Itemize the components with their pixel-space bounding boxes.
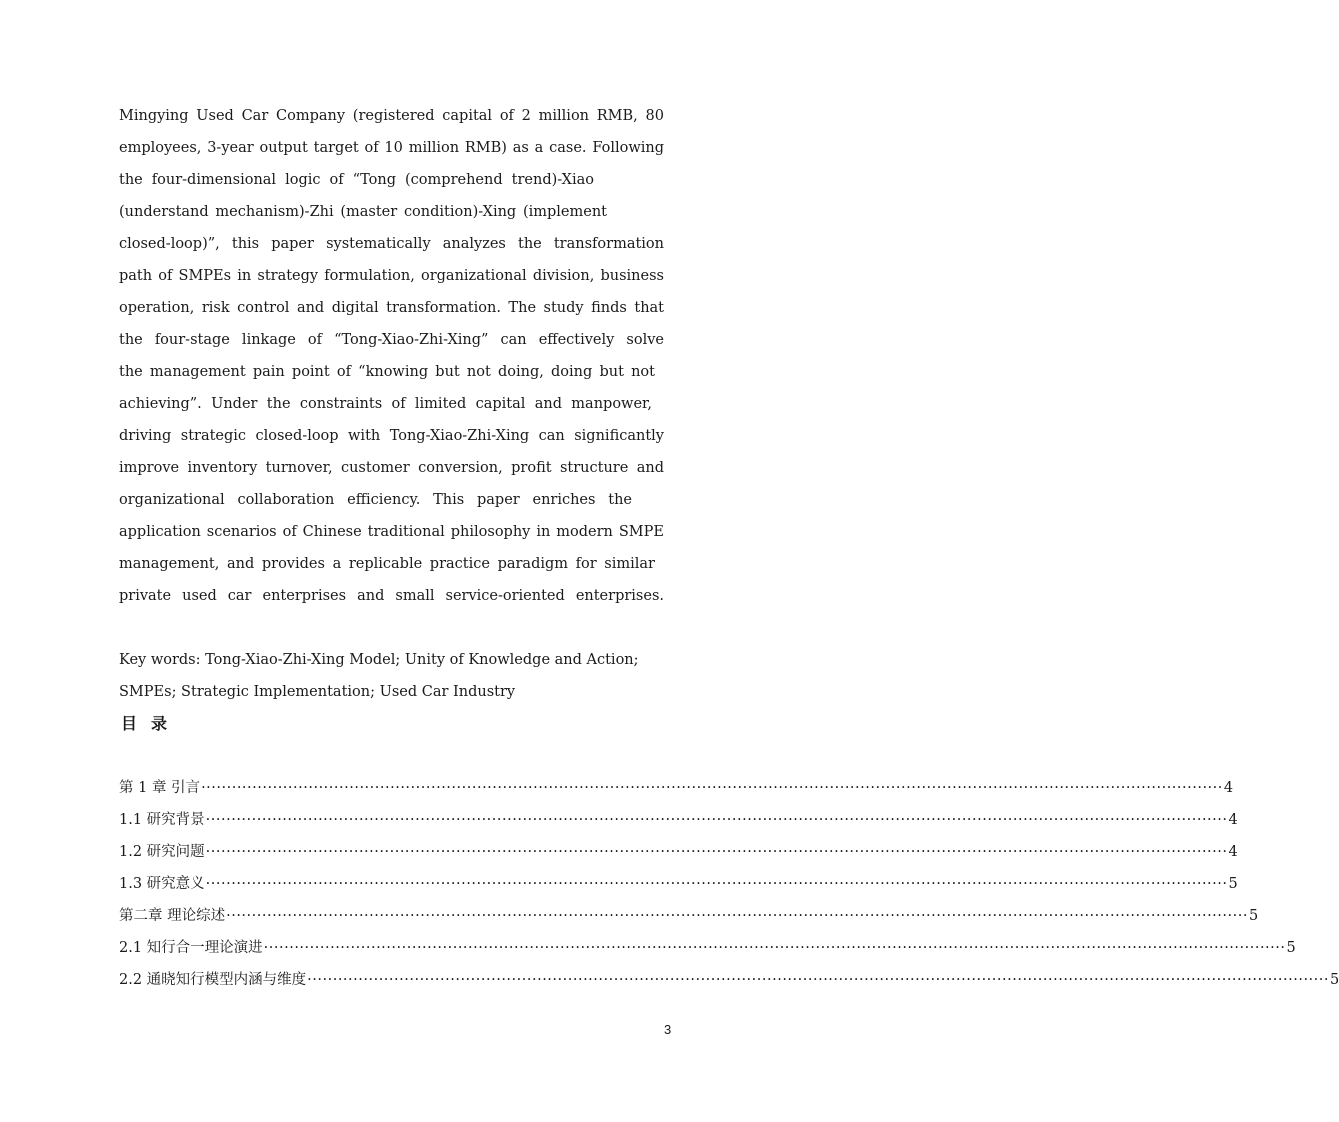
- abstract-line: improve inventory turnover, customer conversion, profit structure and: [119, 460, 664, 476]
- abstract-line: closed-loop)”, this paper systematically analyzes the transformation: [119, 236, 664, 252]
- toc-entry[interactable]: [119, 868, 1238, 900]
- toc-entry[interactable]: [119, 804, 1238, 836]
- toc-entry[interactable]: [119, 932, 1296, 964]
- toc-title: 目录: [121, 714, 182, 733]
- abstract-line: driving strategic closed-loop with Tong-Xiao-Zhi-Xing can significantly: [119, 428, 664, 444]
- toc-entry[interactable]: [119, 964, 1339, 996]
- abstract-line: the management pain point of “knowing but not doing, doing but not: [119, 364, 655, 380]
- abstract-line: Mingying Used Car Company (registered capital of 2 million RMB, 80: [119, 108, 664, 124]
- abstract-line: achieving”. Under the constraints of limited capital and manpower,: [119, 396, 652, 412]
- table-of-contents: [119, 772, 1339, 996]
- abstract-line: organizational collaboration efficiency. This paper enriches the: [119, 492, 632, 508]
- abstract-body: [119, 100, 664, 612]
- toc-entry-label: 1.3 研究意义: [119, 876, 205, 892]
- toc-entry-page: 5: [1228, 876, 1238, 892]
- abstract-line: employees, 3-year output target of 10 million RMB) as a case. Following: [119, 140, 664, 156]
- keywords-line: SMPEs; Strategic Implementation; Used Car Industry: [119, 684, 516, 700]
- abstract-line: path of SMPEs in strategy formulation, organizational division, business: [119, 268, 664, 284]
- abstract-line: the four-stage linkage of “Tong-Xiao-Zhi-Xing” can effectively solve: [119, 332, 664, 348]
- toc-entry-page: 5: [1248, 908, 1259, 924]
- toc-entry[interactable]: [119, 772, 1234, 804]
- toc-leader-dots: ········································································································································································································: [205, 812, 1228, 828]
- toc-leader-dots: ········································································································································································································: [263, 940, 1286, 956]
- toc-entry-page: 4: [1223, 780, 1234, 796]
- toc-leader-dots: ········································································································································································································: [205, 876, 1228, 892]
- toc-leader-dots: ········································································································································································································: [307, 972, 1329, 988]
- toc-entry-label: 第 1 章 引言: [119, 780, 201, 796]
- toc-entry-label: 2.1 知行合一理论演进: [119, 940, 263, 956]
- toc-leader-dots: ········································································································································································································: [201, 780, 1223, 796]
- abstract-line: (understand mechanism)-Zhi (master condition)-Xing (implement: [119, 204, 607, 220]
- toc-entry-page: 4: [1228, 844, 1238, 860]
- toc-entry-page: 4: [1228, 812, 1238, 828]
- toc-entry-label: 1.2 研究问题: [119, 844, 205, 860]
- toc-entry[interactable]: [119, 900, 1259, 932]
- abstract-line: private used car enterprises and small service-oriented enterprises.: [119, 588, 664, 604]
- toc-entry-page: 5: [1330, 972, 1339, 988]
- keywords-section: [119, 644, 679, 708]
- abstract-line: the four-dimensional logic of “Tong (comprehend trend)-Xiao: [119, 172, 594, 188]
- toc-entry[interactable]: [119, 836, 1238, 868]
- toc-leader-dots: ········································································································································································································: [205, 844, 1228, 860]
- toc-entry-label: 第二章 理论综述: [119, 908, 226, 924]
- abstract-line: management, and provides a replicable practice paradigm for similar: [119, 556, 655, 572]
- page-number: 3: [664, 1022, 672, 1037]
- toc-leader-dots: ········································································································································································································: [226, 908, 1248, 924]
- keywords-line: Key words: Tong-Xiao-Zhi-Xing Model; Unity of Knowledge and Action;: [119, 652, 639, 668]
- toc-entry-label: 2.2 通晓知行模型内涵与维度: [119, 972, 307, 988]
- toc-entry-label: 1.1 研究背景: [119, 812, 205, 828]
- abstract-line: application scenarios of Chinese traditional philosophy in modern SMPE: [119, 524, 664, 540]
- abstract-line: operation, risk control and digital transformation. The study finds that: [119, 300, 664, 316]
- toc-entry-page: 5: [1286, 940, 1296, 956]
